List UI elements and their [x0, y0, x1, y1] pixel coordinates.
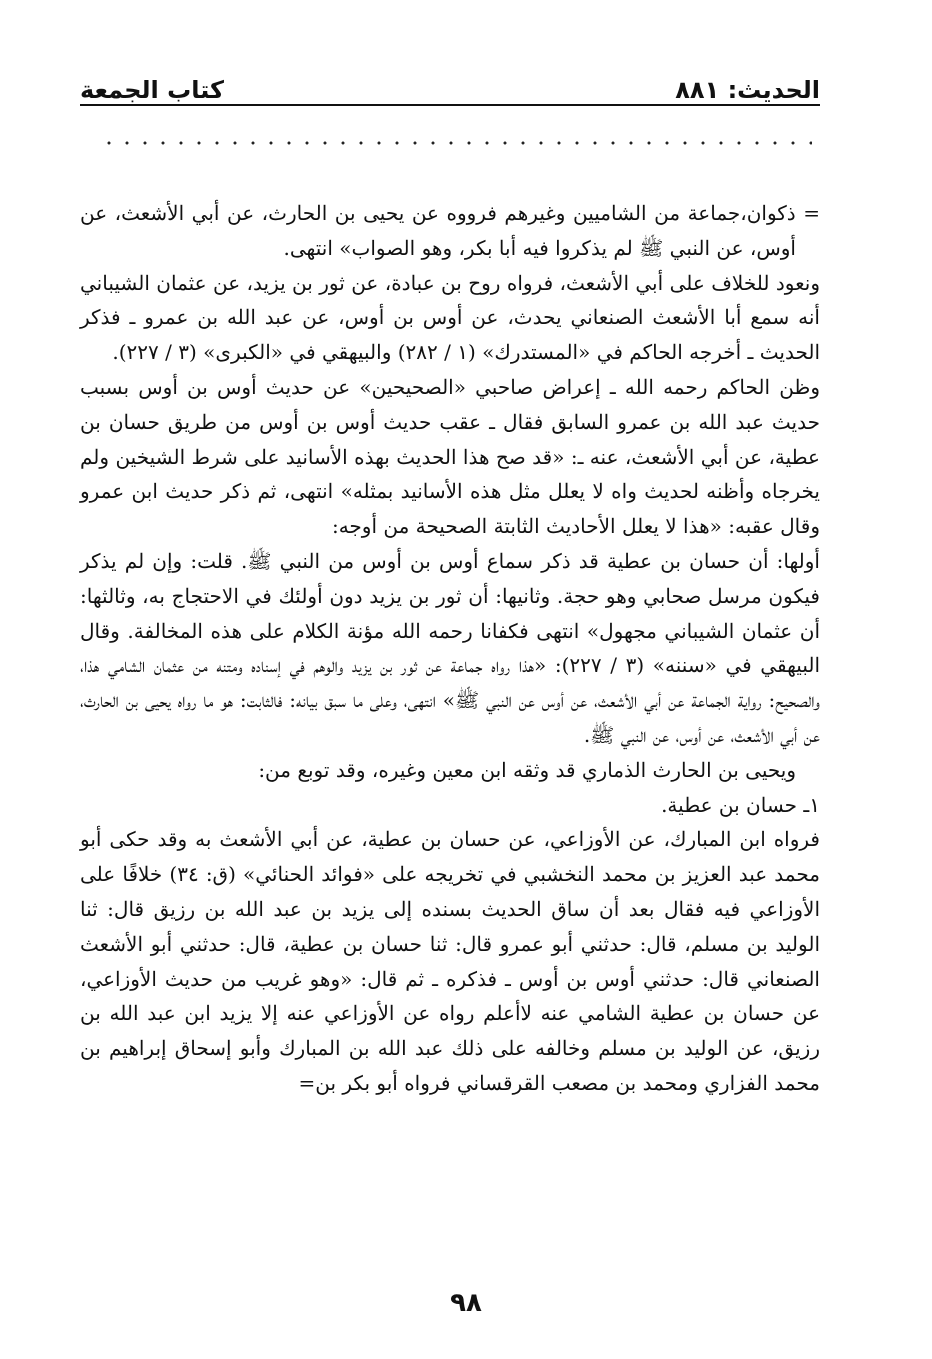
footnote-body	[80, 196, 820, 1101]
book-title: كتاب الجمعة	[80, 76, 224, 104]
paragraph-yahya: ويحيى بن الحارث الذماري قد وثقه ابن معين وغيره، وقد توبع من:	[258, 757, 796, 782]
dotted-separator	[100, 138, 812, 148]
paragraph-continuation: = ذكوان،جماعة من الشاميين وغيرهم فرووه عن يحيى بن الحارث، عن أبي الأشعث، عن أوس، عن النبي ﷺ لم يذكروا فيه أبا بكر، وهو الصواب» انتهى.	[80, 201, 820, 260]
paragraph-hakim: وظن الحاكم رحمه الله ـ إعراض صاحبي «الصحيحين» عن حديث أوس بن أوس بسبب حديث عبد الله بن عمرو السابق فقال ـ عقب حديث أوس بن أوس من طريق حسان بن عطية، عن أبي الأشعث، عنه ـ: «قد صح هذا الحديث بهذه الأسانيد على شرط الشيخين ولم يخرجاه وأظنه لحديث واه لا يعلل مثل هذه الأسانيد بمثله» انتهى، ثم ذكر حديث ابن عمرو وقال عقبه: «هذا لا يعلل الأحاديث الثابتة الصحيحة من أوجه:	[80, 374, 820, 539]
paragraph-awjuh: أولها: أن حسان بن عطية قد ذكر سماع أوس بن أوس من النبي ﷺ. قلت: وإن لم يذكر فيكون مرسل صحابي وهو حجة. وثانيها: أن ثور بن يزيد دون أولئك في الاحتجاج به، وثالثها: أن عثمان الشيباني مجهول» انتهى فكفانا رحمه الله مؤنة الكلام على هذه المخالفة. وقال البيهقي في «سننه» (٣ / ٢٢٧): «هذا رواه جماعة عن ثور بن يزيد والوهم في إسناده ومتنه من عثمان الشامي هذا، والصحيح: رواية الجماعة عن أبي الأشعث، عن أوس عن النبي ﷺ» انتهى، وعلى ما سبق بيانه: فالثابت: هو ما رواه يحيى بن الحارث، عن أبي الأشعث، عن أوس، عن النبي ﷺ.	[80, 548, 821, 747]
paragraph-ibn-almubarak: فرواه ابن المبارك، عن الأوزاعي، عن حسان بن عطية، عن أبي الأشعث به وقد حكى أبو محمد عبد العزيز بن محمد النخشبي في تخريجه على «فوائد الحنائي» (ق: ٣٤) خلافًا على الأوزاعي فيه فقال بعد أن ساق الحديث بسنده إلى يزيد بن عبد الله بن رزيق قال: ثنا الوليد بن مسلم، قال: حدثني أبو عمرو قال: ثنا حسان بن عطية، قال: حدثني أبو الأشعث الصنعاني قال: حدثني أوس بن أوس ـ فذكره ـ ثم قال: «وهو غريب من حديث الأوزاعي، عن حسان بن عطية الشامي عنه لاأعلم رواه عن الأوزاعي عنه إلا يزيد ابن عبد الله بن رزيق، عن الوليد بن مسلم وخالفه على ذلك عبد الله بن المبارك وأبو إسحاق إبراهيم بن محمد الفزاري ومحمد بن مصعب القرقساني فرواه أبو بكر بن=	[80, 827, 820, 1095]
page-number: ٩٨	[450, 1288, 482, 1318]
running-header	[80, 64, 820, 104]
header-rule	[80, 104, 820, 106]
hadith-number: الحديث: ٨٨١	[675, 76, 820, 104]
paragraph-khilaf: ونعود للخلاف على أبي الأشعث، فرواه روح بن عبادة، عن ثور بن يزيد، عن عثمان الشيباني أنه سمع أبا الأشعث الصنعاني يحدث، عن أوس بن أوس، عن عبد الله بن عمرو ـ فذكر الحديث ـ أخرجه الحاكم في «المستدرك» (١ / ٢٨٢) والبيهقي في «الكبرى» (٣ / ٢٢٧).	[80, 270, 820, 365]
list-item-hassan: ١ـ حسان بن عطية.	[661, 792, 820, 817]
